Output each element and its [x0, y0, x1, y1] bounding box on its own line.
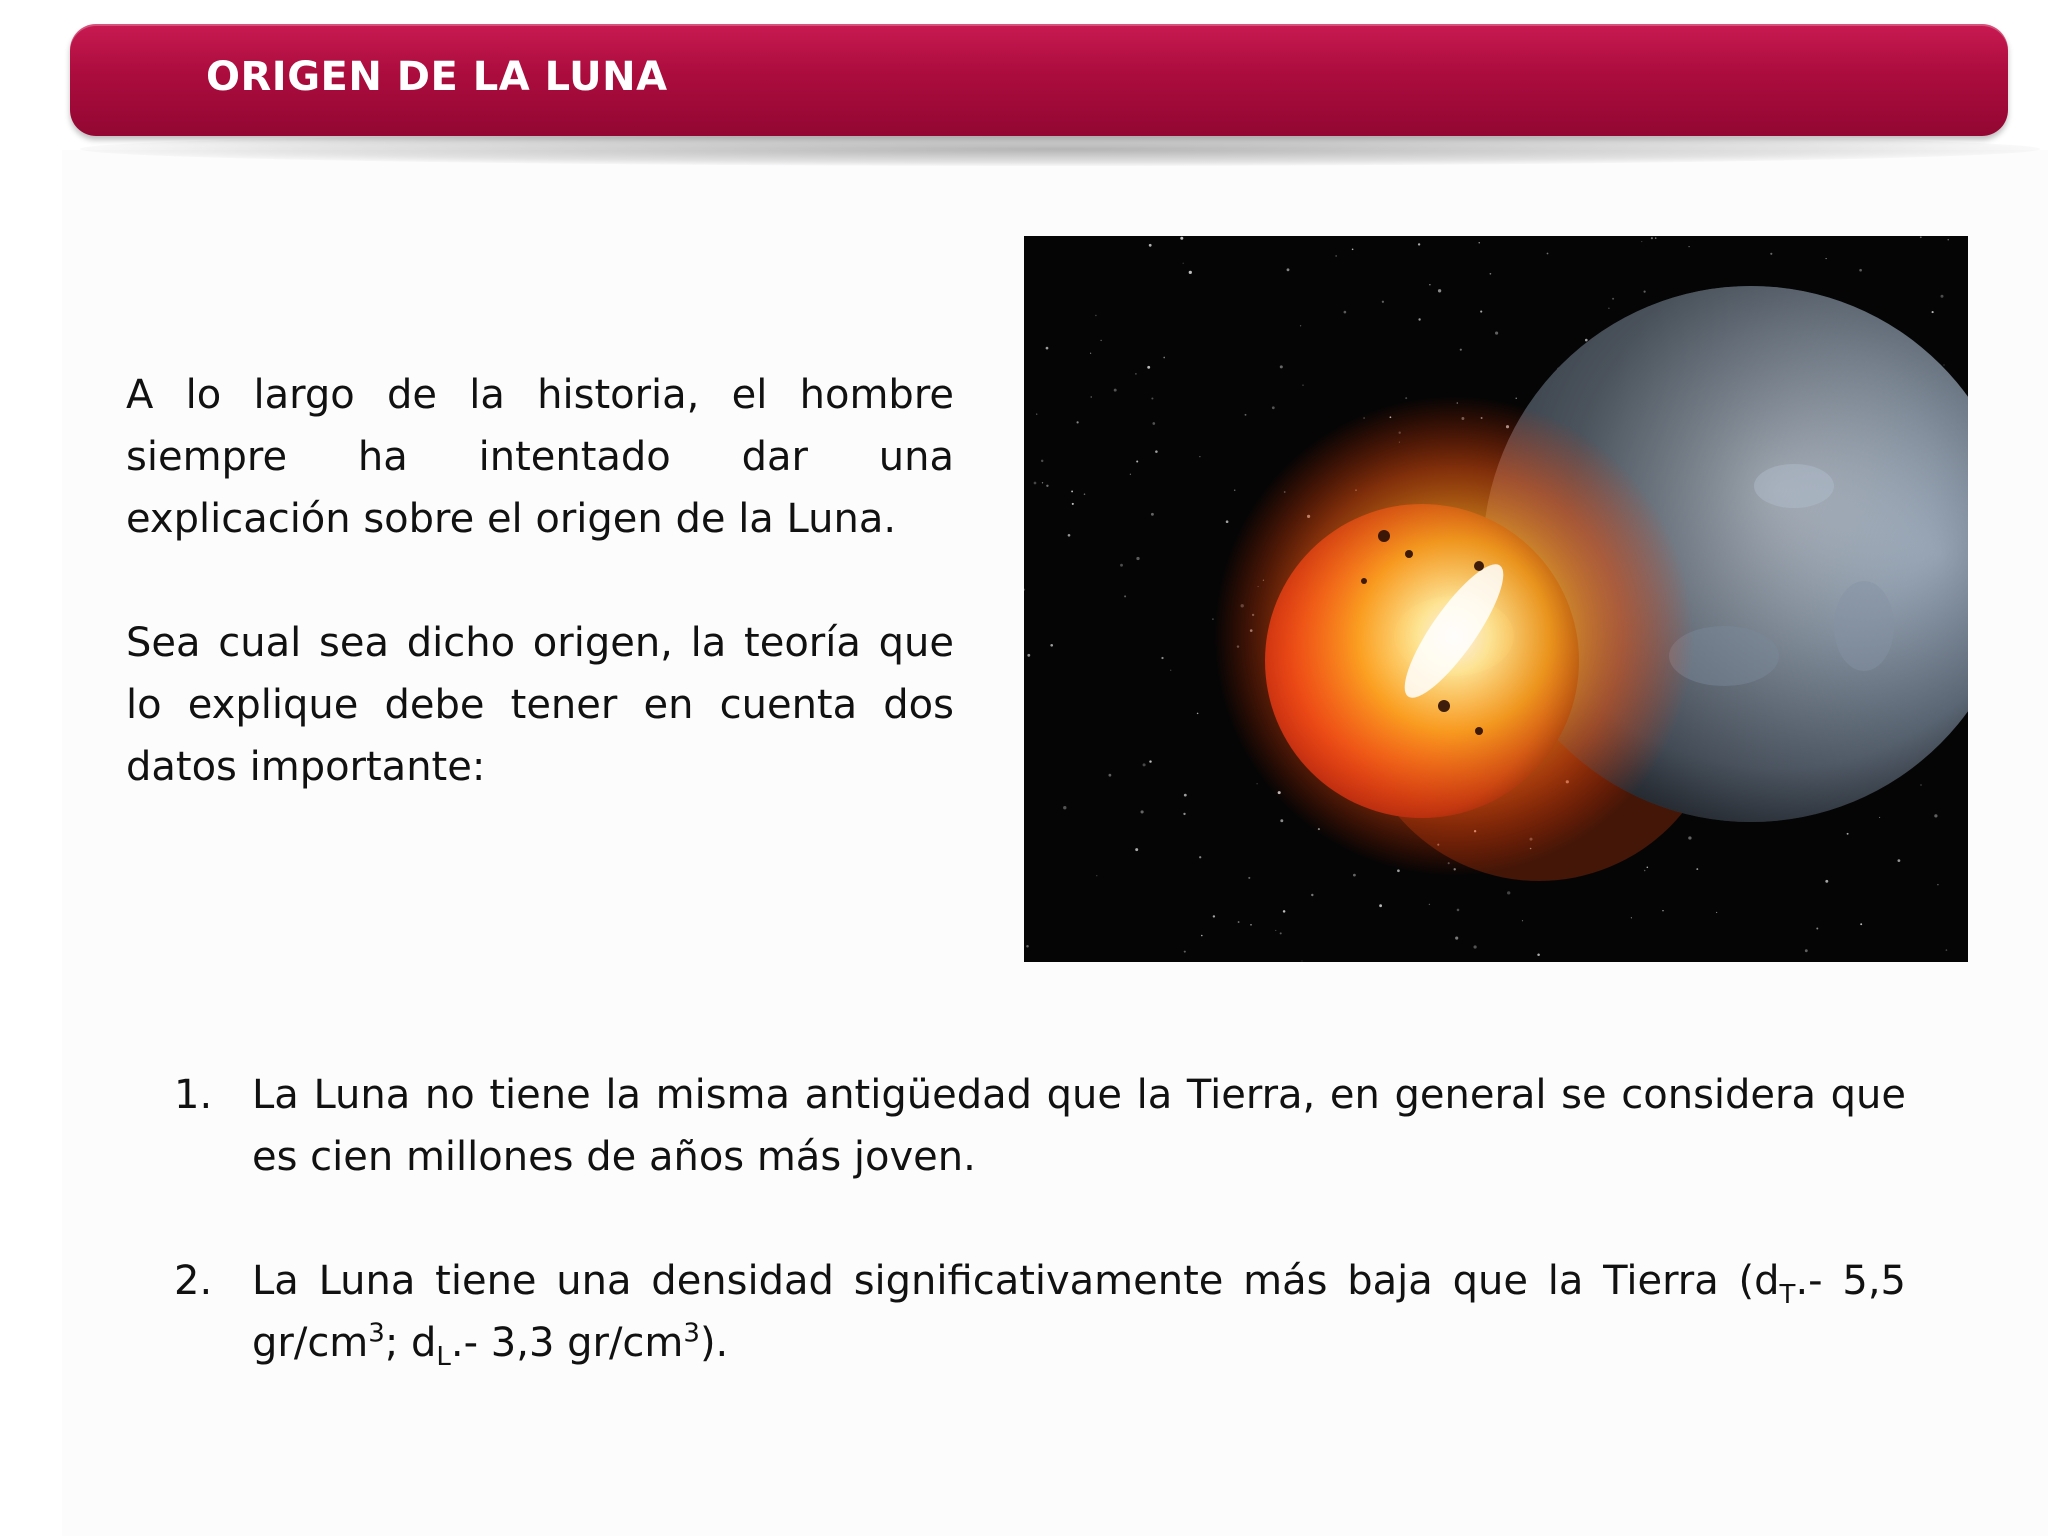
superscript-cubed: 3 [368, 1318, 385, 1349]
list-item [170, 1064, 1906, 1188]
subscript-earth: T [1779, 1280, 1796, 1310]
text-segment: .- 5,5 gr/cm [252, 1258, 1906, 1366]
facts-list [170, 1064, 1906, 1374]
list-item-text [252, 1258, 1906, 1372]
subscript-moon: L [436, 1342, 451, 1372]
list-number: 1. [174, 1072, 213, 1118]
list-item-text: La Luna no tiene la misma antigüedad que la Tierra, en general se considera que es cien millones de años más joven. [252, 1072, 1906, 1180]
text-segment: ). [699, 1320, 729, 1366]
intro-paragraph-2: Sea cual sea dicho origen, la teoría que lo explique debe tener en cuenta dos datos importante: [126, 620, 954, 790]
text-segment: .- 3,3 gr/cm [450, 1320, 684, 1366]
intro-text [126, 364, 954, 798]
title-bar-shadow [80, 132, 2040, 166]
intro-paragraph-1: A lo largo de la historia, el hombre siempre ha intentado dar una explicación sobre el origen de la Luna. [126, 372, 954, 542]
text-segment: ; d [384, 1320, 437, 1366]
planetary-collision-illustration [1024, 236, 1968, 962]
superscript-cubed: 3 [683, 1318, 700, 1349]
text-segment: La Luna tiene una densidad significativamente más baja que la Tierra (d [252, 1258, 1780, 1304]
slide-title: ORIGEN DE LA LUNA [206, 54, 668, 100]
list-number: 2. [174, 1258, 213, 1304]
list-item [170, 1250, 1906, 1374]
